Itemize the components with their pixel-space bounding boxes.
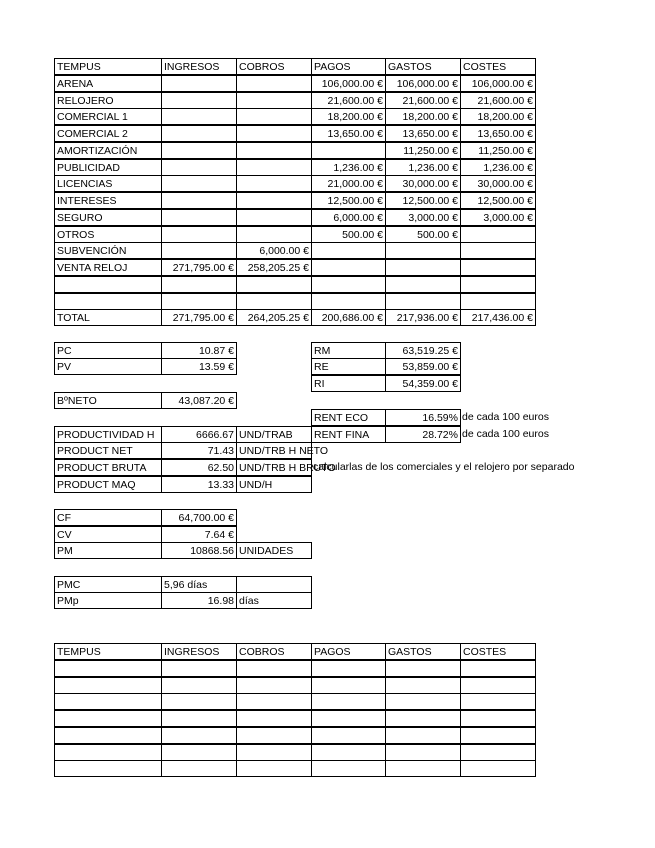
main-table-cell[interactable] xyxy=(161,226,237,243)
rm-label-cell[interactable]: RM xyxy=(311,342,386,359)
product-maq-unit-cell[interactable]: UND/H xyxy=(236,476,312,493)
main-table-cell[interactable]: 30,000.00 € xyxy=(385,175,461,192)
main-table-cell[interactable] xyxy=(236,226,312,243)
main-table-cell[interactable]: 11,250.00 € xyxy=(385,142,461,159)
empty-table-cell[interactable] xyxy=(385,710,461,727)
empty-table-cell[interactable] xyxy=(311,677,386,694)
main-table-cell[interactable]: 264,205.25 € xyxy=(236,309,312,326)
empty-table-cell[interactable] xyxy=(311,727,386,744)
empty-table-cell[interactable] xyxy=(54,744,162,761)
main-table-cell[interactable]: 18,200.00 € xyxy=(460,108,536,125)
main-table-cell[interactable] xyxy=(236,142,312,159)
main-table-cell[interactable]: 21,000.00 € xyxy=(311,175,386,192)
rent-fina-label-cell[interactable]: RENT FINA xyxy=(311,426,386,443)
empty-table-cell[interactable] xyxy=(460,660,536,677)
rent-fina-note: de cada 100 euros xyxy=(462,428,549,440)
main-table-cell[interactable] xyxy=(54,293,162,310)
main-table-cell[interactable]: 13,650.00 € xyxy=(460,125,536,142)
main-table-cell[interactable]: 258,205.25 € xyxy=(236,259,312,276)
empty-table-header-cell[interactable]: PAGOS xyxy=(311,643,386,660)
main-table-header-cell[interactable]: PAGOS xyxy=(311,58,386,75)
main-table-cell[interactable]: 3,000.00 € xyxy=(385,209,461,226)
product-bruta-unit-cell[interactable]: UND/TRB H BRUTO xyxy=(236,459,312,476)
main-table-cell[interactable]: LICENCIAS xyxy=(54,175,162,192)
main-table-cell[interactable] xyxy=(161,75,237,92)
main-table-header-cell[interactable]: GASTOS xyxy=(385,58,461,75)
main-table-cell[interactable]: 1,236.00 € xyxy=(460,159,536,176)
main-table-cell[interactable]: AMORTIZACIÓN xyxy=(54,142,162,159)
main-table-cell[interactable] xyxy=(460,293,536,310)
productividad-h-unit-cell[interactable]: UND/TRAB xyxy=(236,426,312,443)
main-table-cell[interactable]: 217,436.00 € xyxy=(460,309,536,326)
pmp-label-cell[interactable]: PMp xyxy=(54,592,162,609)
empty-table-cell[interactable] xyxy=(54,693,162,710)
main-table-cell[interactable] xyxy=(236,125,312,142)
main-table-header-cell[interactable]: INGRESOS xyxy=(161,58,237,75)
empty-table-header-cell[interactable]: COSTES xyxy=(460,643,536,660)
main-table-cell[interactable]: 1,236.00 € xyxy=(311,159,386,176)
main-table-cell[interactable] xyxy=(161,293,237,310)
productividad-h-label-cell[interactable]: PRODUCTIVIDAD H xyxy=(54,426,162,443)
main-table-cell[interactable] xyxy=(236,209,312,226)
main-table-cell[interactable] xyxy=(236,75,312,92)
empty-table-header-cell[interactable]: TEMPUS xyxy=(54,643,162,660)
empty-table-cell[interactable] xyxy=(311,744,386,761)
main-table-cell[interactable] xyxy=(311,242,386,259)
empty-table-cell[interactable] xyxy=(54,760,162,777)
pmc-empty-cell[interactable] xyxy=(236,576,312,593)
main-table-cell[interactable]: 3,000.00 € xyxy=(460,209,536,226)
empty-table-cell[interactable] xyxy=(311,760,386,777)
main-table-cell[interactable] xyxy=(161,276,237,293)
empty-table-cell[interactable] xyxy=(460,677,536,694)
pm-unit-cell[interactable]: UNIDADES xyxy=(236,542,312,559)
main-table-cell[interactable] xyxy=(236,92,312,109)
main-table-cell[interactable] xyxy=(460,242,536,259)
main-table-cell[interactable] xyxy=(385,242,461,259)
main-table-cell[interactable] xyxy=(161,92,237,109)
pmc-label-cell[interactable]: PMC xyxy=(54,576,162,593)
cv-label-cell[interactable]: CV xyxy=(54,526,162,543)
main-table-cell[interactable] xyxy=(460,276,536,293)
main-table-cell[interactable] xyxy=(161,242,237,259)
main-table-cell[interactable]: 6,000.00 € xyxy=(311,209,386,226)
main-table-cell[interactable]: 1,236.00 € xyxy=(385,159,461,176)
productivity-note: calcularlas de los comerciales y el relojero por separado xyxy=(313,461,575,473)
pmc-value-cell[interactable]: 5,96 días xyxy=(161,576,237,593)
empty-table-cell[interactable] xyxy=(385,760,461,777)
empty-table-cell[interactable] xyxy=(54,677,162,694)
empty-table-cell[interactable] xyxy=(54,660,162,677)
empty-table-cell[interactable] xyxy=(311,710,386,727)
empty-table-cell[interactable] xyxy=(385,677,461,694)
main-table-cell[interactable] xyxy=(54,276,162,293)
main-table-cell[interactable]: ARENA xyxy=(54,75,162,92)
main-table-cell[interactable]: 106,000.00 € xyxy=(460,75,536,92)
main-table-cell[interactable] xyxy=(236,108,312,125)
pc-label-cell[interactable]: PC xyxy=(54,342,162,359)
empty-table-cell[interactable] xyxy=(311,693,386,710)
main-table-cell[interactable]: 11,250.00 € xyxy=(460,142,536,159)
main-table-cell[interactable] xyxy=(161,209,237,226)
rent-eco-value-cell[interactable]: 16.59% xyxy=(385,409,461,426)
empty-table-cell[interactable] xyxy=(236,727,312,744)
product-maq-value-cell[interactable]: 13.33 xyxy=(161,476,237,493)
main-table-cell[interactable] xyxy=(385,259,461,276)
main-table-cell[interactable]: 106,000.00 € xyxy=(311,75,386,92)
cf-value-cell[interactable]: 64,700.00 € xyxy=(161,509,237,526)
main-table-cell[interactable]: 12,500.00 € xyxy=(460,192,536,209)
ri-value-cell[interactable]: 54,359.00 € xyxy=(385,375,461,392)
main-table-cell[interactable]: 200,686.00 € xyxy=(311,309,386,326)
pmp-unit-cell[interactable]: días xyxy=(236,592,312,609)
main-table-cell[interactable]: SUBVENCIÓN xyxy=(54,242,162,259)
main-table-header-cell[interactable]: COBROS xyxy=(236,58,312,75)
empty-table-cell[interactable] xyxy=(311,660,386,677)
main-table-header-cell[interactable]: TEMPUS xyxy=(54,58,162,75)
main-table-cell[interactable]: 13,650.00 € xyxy=(385,125,461,142)
main-table-cell[interactable]: 13,650.00 € xyxy=(311,125,386,142)
empty-table-cell[interactable] xyxy=(460,727,536,744)
re-value-cell[interactable]: 53,859.00 € xyxy=(385,358,461,375)
main-table-cell[interactable] xyxy=(311,293,386,310)
main-table-cell[interactable]: 18,200.00 € xyxy=(311,108,386,125)
main-table-cell[interactable] xyxy=(161,142,237,159)
main-table-cell[interactable]: INTERESES xyxy=(54,192,162,209)
pmp-value-cell[interactable]: 16.98 xyxy=(161,592,237,609)
product-maq-label-cell[interactable]: PRODUCT MAQ xyxy=(54,476,162,493)
main-table-cell[interactable] xyxy=(311,259,386,276)
main-table-header-cell[interactable]: COSTES xyxy=(460,58,536,75)
rent-eco-note: de cada 100 euros xyxy=(462,411,549,423)
empty-table-cell[interactable] xyxy=(54,710,162,727)
empty-table-cell[interactable] xyxy=(236,660,312,677)
main-table-cell[interactable]: SEGURO xyxy=(54,209,162,226)
empty-table-cell[interactable] xyxy=(236,693,312,710)
main-table-cell[interactable] xyxy=(161,108,237,125)
product-bruta-value-cell[interactable]: 62.50 xyxy=(161,459,237,476)
empty-table-cell[interactable] xyxy=(385,693,461,710)
pc-value-cell[interactable]: 10.87 € xyxy=(161,342,237,359)
bneto-label-cell[interactable]: BºNETO xyxy=(54,392,162,409)
empty-table-cell[interactable] xyxy=(161,727,237,744)
main-table-cell[interactable]: RELOJERO xyxy=(54,92,162,109)
cf-label-cell[interactable]: CF xyxy=(54,509,162,526)
main-table-cell[interactable] xyxy=(311,142,386,159)
product-net-value-cell[interactable]: 71.43 xyxy=(161,442,237,459)
rent-eco-label-cell[interactable]: RENT ECO xyxy=(311,409,386,426)
main-table-cell[interactable] xyxy=(161,125,237,142)
empty-table-cell[interactable] xyxy=(385,727,461,744)
main-table-cell[interactable]: 12,500.00 € xyxy=(385,192,461,209)
rent-fina-value-cell[interactable]: 28.72% xyxy=(385,426,461,443)
main-table-cell[interactable] xyxy=(161,159,237,176)
empty-table-cell[interactable] xyxy=(236,760,312,777)
main-table-cell[interactable]: 21,600.00 € xyxy=(460,92,536,109)
empty-table-header-cell[interactable]: INGRESOS xyxy=(161,643,237,660)
main-table-cell[interactable]: OTROS xyxy=(54,226,162,243)
pv-value-cell[interactable]: 13.59 € xyxy=(161,358,237,375)
empty-table-cell[interactable] xyxy=(54,727,162,744)
main-table-cell[interactable]: 6,000.00 € xyxy=(236,242,312,259)
cv-value-cell[interactable]: 7.64 € xyxy=(161,526,237,543)
main-table-cell[interactable] xyxy=(460,259,536,276)
main-table-cell[interactable]: TOTAL xyxy=(54,309,162,326)
empty-table-cell[interactable] xyxy=(460,710,536,727)
empty-table-cell[interactable] xyxy=(460,693,536,710)
empty-table-cell[interactable] xyxy=(161,760,237,777)
main-table-cell[interactable] xyxy=(311,276,386,293)
productividad-h-value-cell[interactable]: 6666.67 xyxy=(161,426,237,443)
main-table-cell[interactable]: 12,500.00 € xyxy=(311,192,386,209)
empty-table-cell[interactable] xyxy=(236,744,312,761)
product-net-unit-cell[interactable]: UND/TRB H NETO xyxy=(236,442,312,459)
main-table-cell[interactable] xyxy=(385,276,461,293)
ri-label-cell[interactable]: RI xyxy=(311,375,386,392)
main-table-cell[interactable]: 500.00 € xyxy=(311,226,386,243)
empty-table-cell[interactable] xyxy=(161,693,237,710)
empty-table-cell[interactable] xyxy=(236,677,312,694)
main-table-cell[interactable]: 271,795.00 € xyxy=(161,259,237,276)
empty-table-cell[interactable] xyxy=(161,710,237,727)
product-net-label-cell[interactable]: PRODUCT NET xyxy=(54,442,162,459)
empty-table-cell[interactable] xyxy=(385,660,461,677)
main-table-cell[interactable] xyxy=(236,293,312,310)
main-table-cell[interactable]: COMERCIAL 1 xyxy=(54,108,162,125)
main-table-cell[interactable] xyxy=(236,276,312,293)
main-table-cell[interactable] xyxy=(161,192,237,209)
empty-table-header-cell[interactable]: COBROS xyxy=(236,643,312,660)
bneto-value-cell[interactable]: 43,087.20 € xyxy=(161,392,237,409)
main-table-cell[interactable]: PUBLICIDAD xyxy=(54,159,162,176)
main-table-cell[interactable] xyxy=(161,175,237,192)
main-table-cell[interactable] xyxy=(236,175,312,192)
rm-value-cell[interactable]: 63,519.25 € xyxy=(385,342,461,359)
main-table-cell[interactable]: 106,000.00 € xyxy=(385,75,461,92)
main-table-cell[interactable]: 271,795.00 € xyxy=(161,309,237,326)
main-table-cell[interactable]: 21,600.00 € xyxy=(311,92,386,109)
empty-table-cell[interactable] xyxy=(460,760,536,777)
main-table-cell[interactable]: 217,936.00 € xyxy=(385,309,461,326)
pm-value-cell[interactable]: 10868.56 xyxy=(161,542,237,559)
pv-label-cell[interactable]: PV xyxy=(54,358,162,375)
main-table-cell[interactable] xyxy=(236,192,312,209)
main-table-cell[interactable]: 500.00 € xyxy=(385,226,461,243)
product-bruta-label-cell[interactable]: PRODUCT BRUTA xyxy=(54,459,162,476)
main-table-cell[interactable] xyxy=(460,226,536,243)
main-table-cell[interactable]: 30,000.00 € xyxy=(460,175,536,192)
empty-table-header-cell[interactable]: GASTOS xyxy=(385,643,461,660)
main-table-cell[interactable] xyxy=(236,159,312,176)
pm-label-cell[interactable]: PM xyxy=(54,542,162,559)
empty-table-cell[interactable] xyxy=(236,710,312,727)
empty-table-cell[interactable] xyxy=(161,744,237,761)
main-table-cell[interactable]: VENTA RELOJ xyxy=(54,259,162,276)
empty-table-cell[interactable] xyxy=(385,744,461,761)
main-table-cell[interactable] xyxy=(385,293,461,310)
empty-table-cell[interactable] xyxy=(161,677,237,694)
empty-table-cell[interactable] xyxy=(460,744,536,761)
main-table-cell[interactable]: COMERCIAL 2 xyxy=(54,125,162,142)
empty-table-cell[interactable] xyxy=(161,660,237,677)
main-table-cell[interactable]: 18,200.00 € xyxy=(385,108,461,125)
main-table-cell[interactable]: 21,600.00 € xyxy=(385,92,461,109)
re-label-cell[interactable]: RE xyxy=(311,358,386,375)
